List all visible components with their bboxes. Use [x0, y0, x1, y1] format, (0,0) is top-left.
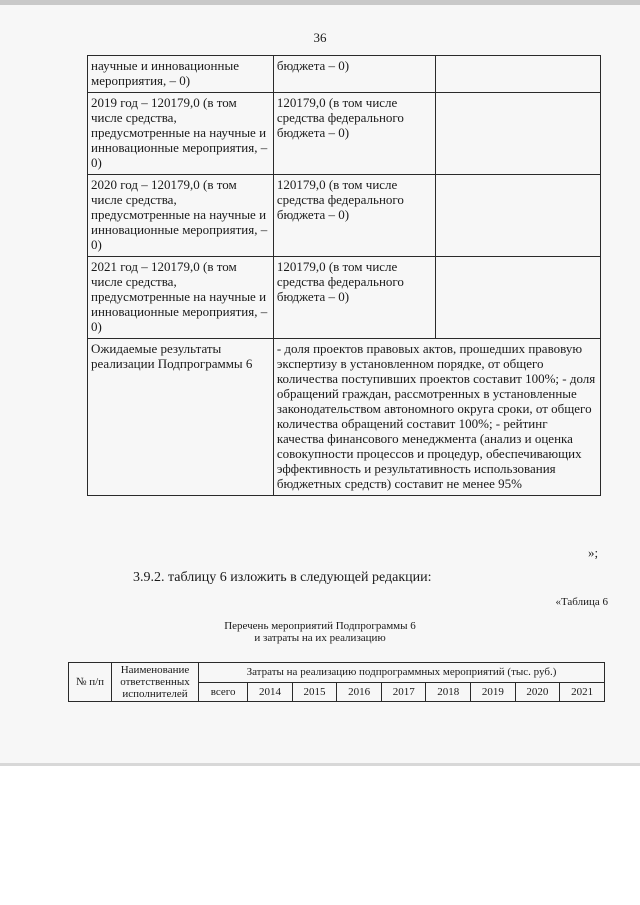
cell-left: 2019 год – 120179,0 (в том числе средства, предусмотренные на научные и инновационные мероприятия, – 0)	[88, 93, 274, 175]
cell-mid: 120179,0 (в том числе средства федерального бюджета – 0)	[273, 175, 435, 257]
scan-top-edge	[0, 0, 640, 5]
table-title-line1: Перечень мероприятий Подпрограммы 6	[224, 620, 416, 632]
table-row	[88, 175, 601, 257]
cell-left: 2020 год – 120179,0 (в том числе средства, предусмотренные на научные и инновационные мероприятия, – 0)	[88, 175, 274, 257]
passport-table	[87, 55, 601, 496]
closing-quote: »;	[588, 545, 599, 560]
col-year: 2014	[248, 682, 293, 702]
scan-bottom-edge	[0, 763, 640, 766]
costs-table-header	[68, 662, 605, 702]
cell-left: 2021 год – 120179,0 (в том числе средства, предусмотренные на научные и инновационные мероприятия, – 0)	[88, 257, 274, 339]
cell-mid: 120179,0 (в том числе средства федерального бюджета – 0)	[273, 93, 435, 175]
col-year: 2015	[292, 682, 337, 702]
results-text: - доля проектов правовых актов, прошедших правовую экспертизу в установленном порядке, от общего количества поступивших проектов составит 100%; - доля обращений граждан, рассмотренных в установленные законодательством автономного округа сроки, от общего количества обращений составит 100%; - рейтинг качества финансового менеджмента (анализ и оценка совокупности процессов и процедур, обеспечивающих эффективность и результативность использования бюджетных средств) составит не менее 95%	[273, 339, 600, 496]
col-year: 2019	[471, 682, 516, 702]
cell-left: научные и инновационные мероприятия, – 0)	[88, 56, 274, 93]
cell-mid: бюджета – 0)	[273, 56, 435, 93]
table-title-line2: и затраты на их реализацию	[254, 632, 386, 644]
table-row	[88, 257, 601, 339]
cell-mid: 120179,0 (в том числе средства федерального бюджета – 0)	[273, 257, 435, 339]
col-year: 2017	[381, 682, 426, 702]
results-label: Ожидаемые результаты реализации Подпрограммы 6	[88, 339, 274, 496]
cell-empty	[435, 56, 600, 93]
page-number: 36	[313, 30, 327, 45]
cell-empty	[435, 93, 600, 175]
cell-empty	[435, 257, 600, 339]
cell-empty	[435, 175, 600, 257]
header-row	[69, 663, 605, 683]
table-row	[88, 93, 601, 175]
table-caption: «Таблица 6	[555, 596, 608, 608]
col-year: 2018	[426, 682, 471, 702]
table-row	[88, 56, 601, 93]
table-row-results	[88, 339, 601, 496]
col-total: всего	[199, 682, 248, 702]
col-year: 2016	[337, 682, 382, 702]
amendment-paragraph: 3.9.2. таблицу 6 изложить в следующей редакции:	[133, 570, 432, 585]
col-year: 2021	[560, 682, 605, 702]
table-title	[0, 620, 640, 644]
col-executors: Наименование ответственных исполнителей	[112, 663, 199, 702]
col-year: 2020	[515, 682, 560, 702]
col-number: № п/п	[69, 663, 112, 702]
col-costs: Затраты на реализацию подпрограммных мероприятий (тыс. руб.)	[199, 663, 605, 683]
